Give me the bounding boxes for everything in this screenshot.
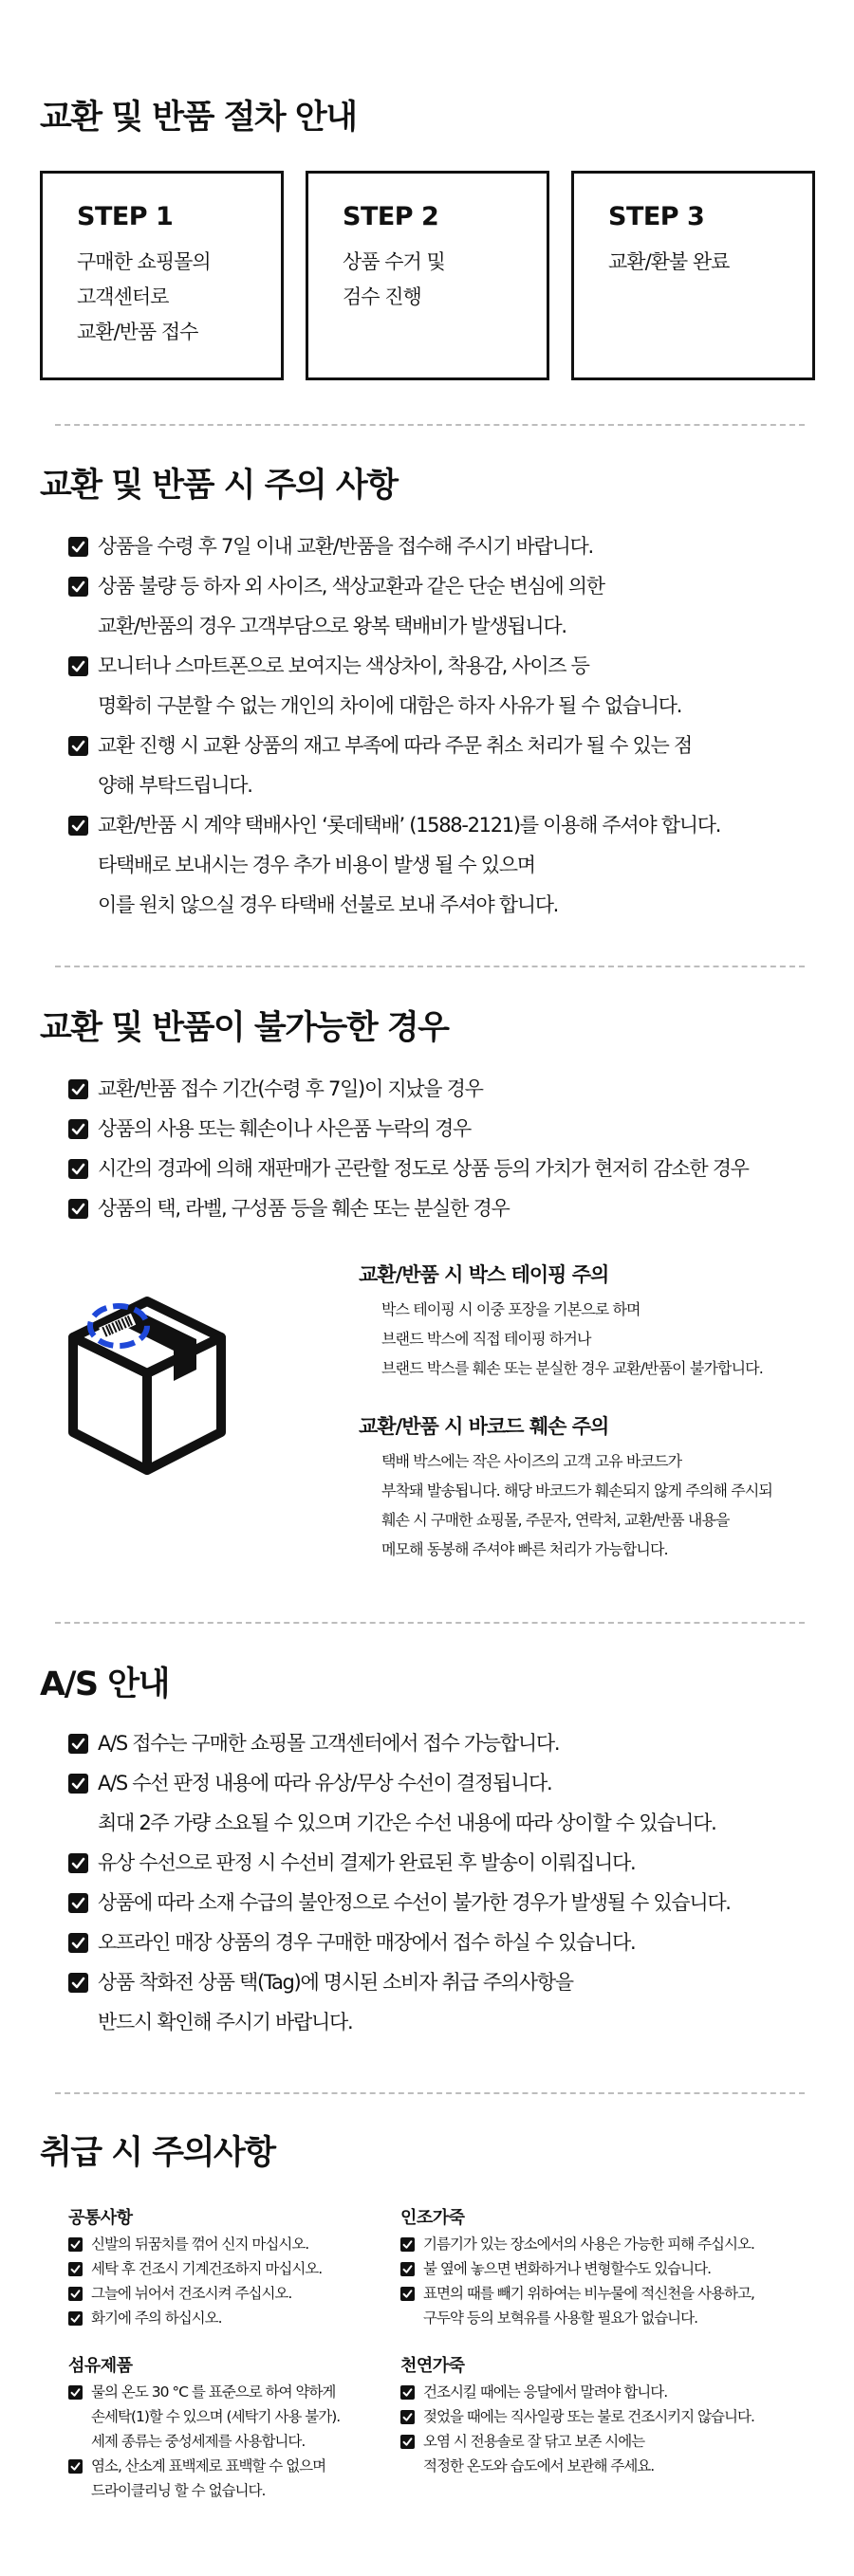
list-item-text: 상품 불량 등 하자 외 사이즈, 색상교환과 같은 단순 변심에 의한 교환/반품의 경우 고객부담으로 왕복 택배비가 발생됩니다. bbox=[98, 575, 604, 637]
list-item-text: 상품 착화전 상품 택(Tag)에 명시된 소비자 취급 주의사항을 반드시 확인해 주시기 바랍니다. bbox=[98, 1971, 573, 2033]
checkbox-icon bbox=[400, 2237, 415, 2252]
care-title: 취급 시 주의사항 bbox=[40, 2134, 275, 2172]
box-barcode-icon bbox=[62, 1290, 232, 1480]
checkbox-icon bbox=[68, 736, 88, 756]
checkbox-icon bbox=[400, 2410, 415, 2424]
list-item-text: 상품의 택, 라벨, 구성품 등을 훼손 또는 분실한 경우 bbox=[98, 1197, 510, 1220]
care-synthetic-leather-title: 인조가죽 bbox=[400, 2208, 465, 2228]
step-card-2 bbox=[306, 171, 549, 380]
list-item bbox=[400, 2380, 754, 2404]
checkbox-icon bbox=[68, 2311, 83, 2326]
step-card-3 bbox=[571, 171, 815, 380]
checkbox-icon bbox=[68, 1159, 88, 1179]
checkbox-icon bbox=[68, 1199, 88, 1219]
list-item bbox=[68, 1109, 749, 1149]
care-natural-leather-list bbox=[400, 2380, 754, 2478]
list-item-text: 상품에 따라 소재 수급의 불안정으로 수선이 불가한 경우가 발생될 수 있습니다. bbox=[98, 1891, 731, 1914]
precautions-list bbox=[68, 526, 720, 925]
list-item-text: A/S 접수는 구매한 쇼핑몰 고객센터에서 접수 가능합니다. bbox=[98, 1732, 560, 1755]
list-item-text: 건조시킬 때에는 응달에서 말려야 합니다. bbox=[423, 2383, 668, 2401]
care-textile-list bbox=[68, 2380, 340, 2503]
list-item bbox=[68, 805, 720, 925]
list-item-text: 물의 온도 30 °C 를 표준으로 하여 약하게 손세탁(1)할 수 있으며 (세탁기 사용 불가). 세제 종류는 중성세제를 사용합니다. bbox=[91, 2383, 341, 2450]
exchange-procedure-title: 교환 및 반품 절차 안내 bbox=[40, 99, 357, 137]
list-item bbox=[68, 2232, 322, 2256]
list-item-text: 교환 진행 시 교환 상품의 재고 부족에 따라 주문 취소 처리가 될 수 있는 점 양해 부탁드립니다. bbox=[98, 734, 692, 797]
step-title: STEP 2 bbox=[343, 202, 439, 231]
checkbox-icon bbox=[68, 2262, 83, 2276]
checkbox-icon bbox=[68, 2459, 83, 2474]
taping-notice-body: 박스 테이핑 시 이중 포장을 기본으로 하며 브랜드 박스에 직접 테이핑 하거나 브랜드 박스를 훼손 또는 분실한 경우 교환/반품이 불가합니다. bbox=[381, 1300, 763, 1377]
as-info-list bbox=[68, 1723, 731, 2042]
checkbox-icon bbox=[68, 1933, 88, 1953]
list-item-text: 유상 수선으로 판정 시 수선비 결제가 완료된 후 발송이 이뤄집니다. bbox=[98, 1851, 636, 1874]
list-item-text: 교환/반품 시 계약 택배사인 ‘롯데택배’ (1588-2121)를 이용해 주셔야 합니다. 타택배로 보내시는 경우 추가 비용이 발생 될 수 있으며 이를 원치 않으실 경우 타택배 선불로 보내 주셔야 합니다. bbox=[98, 814, 721, 916]
as-info-title: A/S 안내 bbox=[40, 1665, 169, 1703]
list-item-text: 세탁 후 건조시 기계건조하지 마십시오. bbox=[91, 2260, 323, 2277]
list-item bbox=[400, 2281, 754, 2330]
checkbox-icon bbox=[68, 1893, 88, 1913]
list-item bbox=[68, 1962, 731, 2042]
checkbox-icon bbox=[400, 2262, 415, 2276]
list-item bbox=[400, 2256, 754, 2281]
checkbox-icon bbox=[68, 656, 88, 676]
list-item bbox=[68, 2380, 340, 2454]
list-item-text: 신발의 뒤꿈치를 꺾어 신지 마십시오. bbox=[91, 2236, 309, 2253]
list-item-text: 상품의 사용 또는 훼손이나 사은품 누락의 경우 bbox=[98, 1117, 471, 1140]
barcode-notice-title: 교환/반품 시 바코드 훼손 주의 bbox=[359, 1415, 609, 1438]
list-item bbox=[400, 2404, 754, 2429]
checkbox-icon bbox=[68, 1119, 88, 1139]
list-item-text: 염소, 산소계 표백제로 표백할 수 없으며 드라이클리닝 할 수 없습니다. bbox=[91, 2457, 326, 2499]
list-item-text: 표면의 때를 빼기 위하여는 비누물에 적신천을 사용하고, 구두약 등의 보혁유를 사용할 필요가 없습니다. bbox=[423, 2285, 754, 2327]
list-item bbox=[68, 1923, 731, 1962]
list-item bbox=[68, 526, 720, 566]
barcode-notice-body: 택배 박스에는 작은 사이즈의 고객 고유 바코드가 부착돼 발송됩니다. 해당 바코드가 훼손되지 않게 주의해 주시되 훼손 시 구매한 쇼핑몰, 주문자, 연락처, 교환/반품 내용을 메모해 동봉해 주셔야 빠른 처리가 가능합니다. bbox=[381, 1452, 772, 1558]
list-item-text: A/S 수선 판정 내용에 따라 유상/무상 수선이 결정됩니다. 최대 2주 가량 소요될 수 있으며 기간은 수선 내용에 따라 상이할 수 있습니다. bbox=[98, 1772, 716, 1834]
list-item bbox=[68, 566, 720, 646]
checkbox-icon bbox=[400, 2435, 415, 2449]
checkbox-icon bbox=[68, 2385, 83, 2400]
checkbox-icon bbox=[68, 1973, 88, 1993]
step-title: STEP 3 bbox=[608, 202, 705, 231]
list-item bbox=[68, 1149, 749, 1188]
list-item bbox=[68, 1723, 731, 1763]
step-card-1 bbox=[40, 171, 284, 380]
section-divider bbox=[55, 966, 805, 967]
precautions-title: 교환 및 반품 시 주의 사항 bbox=[40, 467, 398, 505]
list-item-text: 오염 시 전용솔로 잘 닦고 보존 시에는 적정한 온도와 습도에서 보관해 주세요. bbox=[423, 2433, 655, 2475]
care-synthetic-leather-list bbox=[400, 2232, 754, 2330]
care-natural-leather-title: 천연가죽 bbox=[400, 2356, 465, 2376]
checkbox-icon bbox=[68, 537, 88, 557]
checkbox-icon bbox=[400, 2385, 415, 2400]
checkbox-icon bbox=[400, 2287, 415, 2301]
checkbox-icon bbox=[68, 1853, 88, 1873]
list-item bbox=[68, 2281, 322, 2306]
list-item bbox=[68, 646, 720, 726]
section-divider bbox=[55, 1622, 805, 1624]
list-item-text: 모니터나 스마트폰으로 보여지는 색상차이, 착용감, 사이즈 등 명확히 구분할 수 없는 개인의 차이에 대함은 하자 사유가 될 수 없습니다. bbox=[98, 654, 682, 717]
list-item bbox=[68, 1763, 731, 1843]
section-divider bbox=[55, 2092, 805, 2094]
list-item bbox=[68, 1069, 749, 1109]
list-item bbox=[400, 2232, 754, 2256]
list-item-text: 오프라인 매장 상품의 경우 구매한 매장에서 접수 하실 수 있습니다. bbox=[98, 1931, 636, 1954]
checkbox-icon bbox=[68, 2287, 83, 2301]
step-description: 구매한 쇼핑몰의 고객센터로 교환/반품 접수 bbox=[77, 250, 211, 343]
impossible-cases-title: 교환 및 반품이 불가능한 경우 bbox=[40, 1009, 449, 1047]
checkbox-icon bbox=[68, 816, 88, 836]
list-item-text: 상품을 수령 후 7일 이내 교환/반품을 접수해 주시기 바랍니다. bbox=[98, 535, 593, 558]
list-item bbox=[68, 1188, 749, 1228]
list-item bbox=[68, 2256, 322, 2281]
checkbox-icon bbox=[68, 1079, 88, 1099]
list-item bbox=[400, 2429, 754, 2478]
step-title: STEP 1 bbox=[77, 202, 174, 231]
taping-notice-title: 교환/반품 시 박스 테이핑 주의 bbox=[359, 1263, 609, 1286]
impossible-cases-list bbox=[68, 1069, 749, 1228]
checkbox-icon bbox=[68, 577, 88, 597]
list-item bbox=[68, 2306, 322, 2330]
list-item-text: 그늘에 뉘어서 건조시켜 주십시오. bbox=[91, 2285, 292, 2302]
care-textile-title: 섬유제품 bbox=[68, 2356, 133, 2376]
checkbox-icon bbox=[68, 2237, 83, 2252]
list-item-text: 기름기가 있는 장소에서의 사용은 가능한 피해 주십시오. bbox=[423, 2236, 754, 2253]
checkbox-icon bbox=[68, 1774, 88, 1794]
list-item bbox=[68, 1843, 731, 1883]
list-item-text: 화기에 주의 하십시오. bbox=[91, 2309, 222, 2327]
list-item-text: 불 옆에 놓으면 변화하거나 변형할수도 있습니다. bbox=[423, 2260, 712, 2277]
list-item-text: 시간의 경과에 의해 재판매가 곤란할 정도로 상품 등의 가치가 현저히 감소한 경우 bbox=[98, 1157, 749, 1180]
care-common-list bbox=[68, 2232, 322, 2330]
step-description: 상품 수거 및 검수 진행 bbox=[343, 250, 445, 308]
list-item bbox=[68, 2454, 340, 2503]
checkbox-icon bbox=[68, 1734, 88, 1754]
list-item bbox=[68, 726, 720, 805]
list-item-text: 교환/반품 접수 기간(수령 후 7일)이 지났을 경우 bbox=[98, 1077, 483, 1100]
step-description: 교환/환불 완료 bbox=[608, 250, 730, 273]
list-item-text: 젖었을 때에는 직사일광 또는 불로 건조시키지 않습니다. bbox=[423, 2408, 754, 2425]
care-common-title: 공통사항 bbox=[68, 2208, 133, 2228]
list-item bbox=[68, 1883, 731, 1923]
section-divider bbox=[55, 424, 805, 426]
